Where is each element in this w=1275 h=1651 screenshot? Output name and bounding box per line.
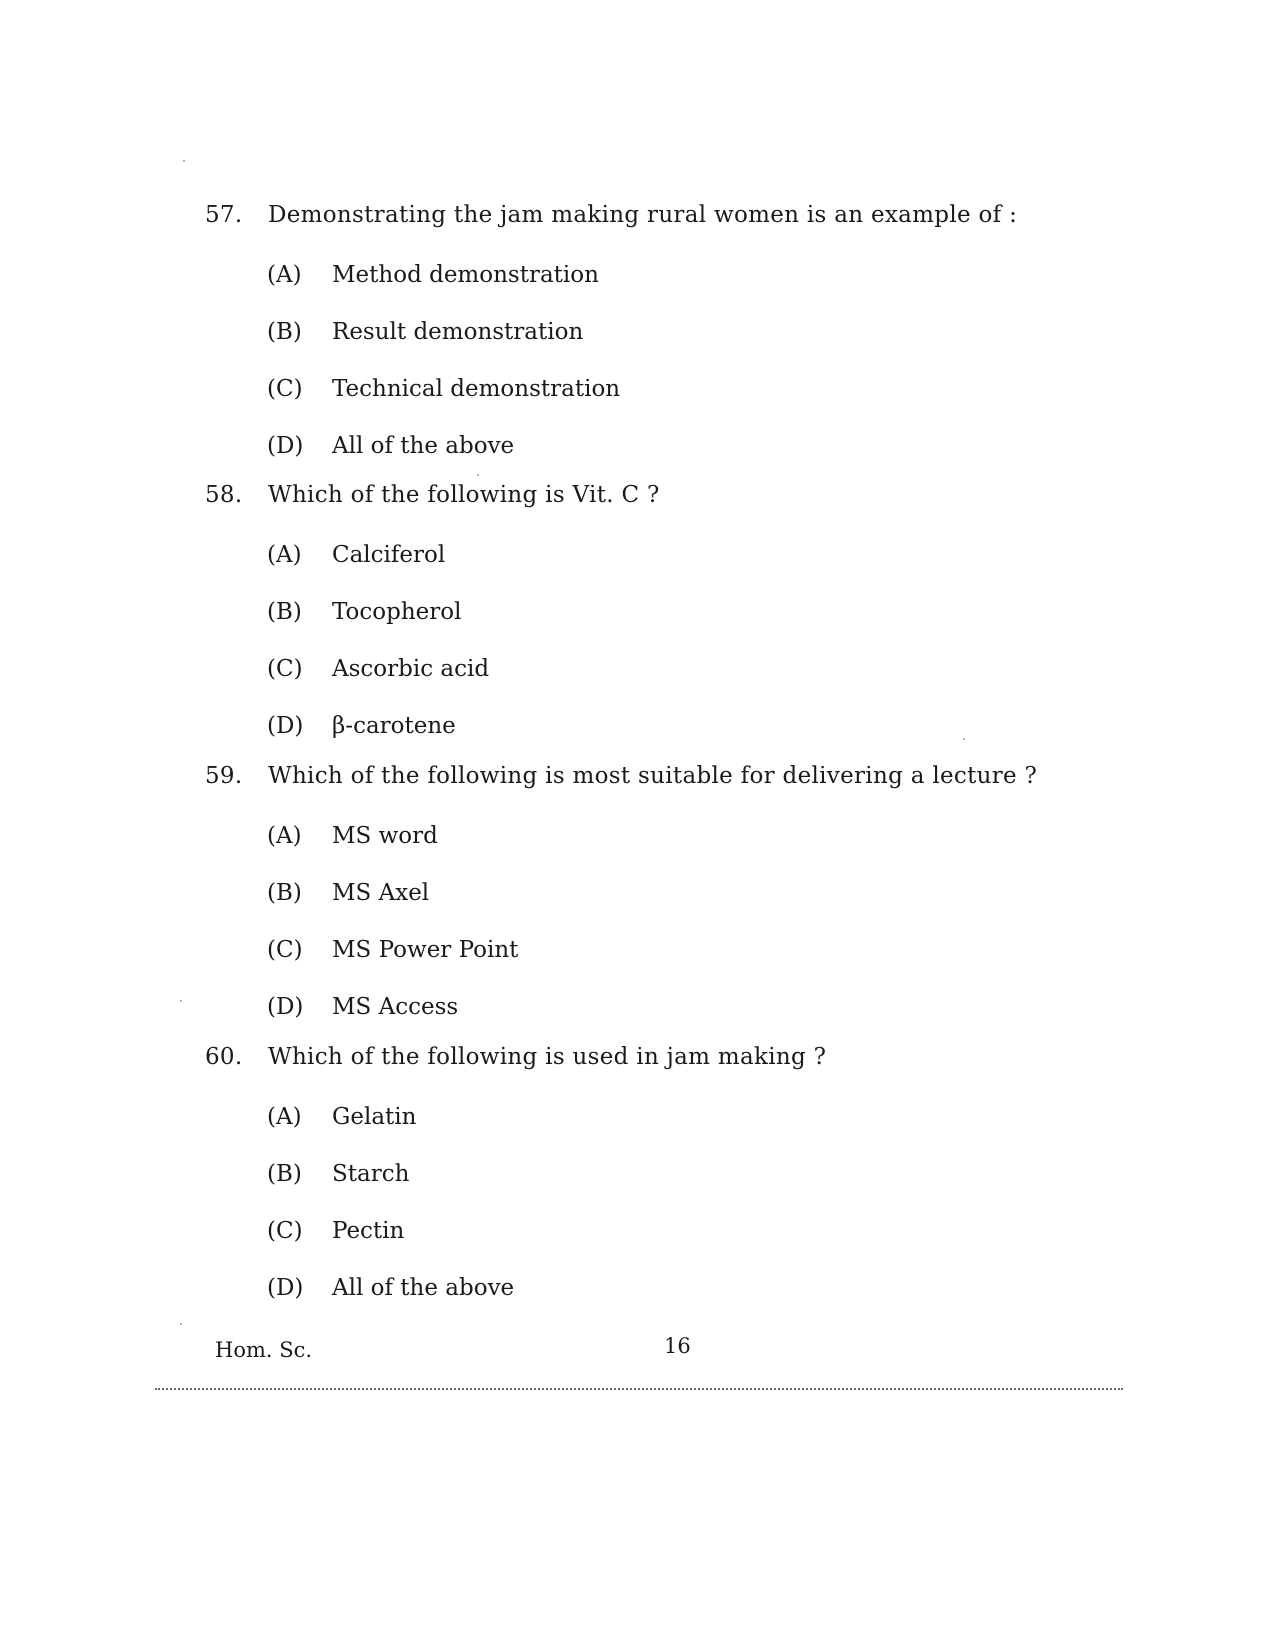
option-a: [205, 527, 1085, 584]
option-text: MS Axel: [332, 880, 430, 906]
question-text: Demonstrating the jam making rural women is an example of :: [268, 202, 1018, 228]
subject-code: Hom. Sc.: [215, 1338, 313, 1362]
option-text: Tocopherol: [332, 599, 462, 625]
question-text: Which of the following is Vit. C ?: [268, 482, 660, 508]
question-number: 58.: [205, 482, 243, 508]
scan-speck: [180, 1323, 182, 1325]
options-list: [205, 527, 1085, 755]
question-header: [205, 475, 1085, 515]
option-c: [205, 641, 1085, 698]
option-label: (B): [267, 599, 302, 625]
option-label: (B): [267, 880, 302, 906]
scan-speck: [183, 160, 185, 162]
option-label: (D): [267, 1275, 304, 1301]
option-a: [205, 1089, 1085, 1146]
question-header: [205, 195, 1085, 235]
question-text: Which of the following is most suitable for delivering a lecture ?: [268, 763, 1038, 789]
question-60: [205, 1037, 1085, 1317]
option-a: [205, 808, 1085, 865]
option-text: Gelatin: [332, 1104, 417, 1130]
question-number: 57.: [205, 202, 243, 228]
question-57: [205, 195, 1085, 475]
option-label: (B): [267, 319, 302, 345]
option-c: [205, 1203, 1085, 1260]
option-b: [205, 584, 1085, 641]
option-label: (D): [267, 713, 304, 739]
question-header: [205, 756, 1085, 796]
option-text: Result demonstration: [332, 319, 584, 345]
options-list: [205, 247, 1085, 475]
question-59: [205, 756, 1085, 1036]
options-list: [205, 808, 1085, 1036]
option-text: MS Power Point: [332, 937, 519, 963]
option-text: β-carotene: [332, 713, 456, 739]
option-text: Calciferol: [332, 542, 446, 568]
option-label: (D): [267, 433, 304, 459]
page-number: 16: [664, 1334, 691, 1358]
option-text: MS Access: [332, 994, 459, 1020]
option-label: (A): [267, 262, 302, 288]
option-c: [205, 361, 1085, 418]
option-text: Ascorbic acid: [332, 656, 490, 682]
option-text: Technical demonstration: [332, 376, 621, 402]
option-label: (C): [267, 937, 303, 963]
option-text: Method demonstration: [332, 262, 599, 288]
option-b: [205, 865, 1085, 922]
page-footer: [0, 1330, 1275, 1370]
question-58: [205, 475, 1085, 755]
option-label: (C): [267, 376, 303, 402]
option-text: Starch: [332, 1161, 410, 1187]
option-d: [205, 418, 1085, 475]
scan-speck: [963, 738, 965, 740]
dotted-divider: [155, 1388, 1123, 1390]
question-number: 60.: [205, 1044, 243, 1070]
option-a: [205, 247, 1085, 304]
option-label: (B): [267, 1161, 302, 1187]
option-d: [205, 979, 1085, 1036]
question-number: 59.: [205, 763, 243, 789]
scan-speck: [477, 474, 479, 476]
option-label: (A): [267, 1104, 302, 1130]
option-d: [205, 698, 1085, 755]
question-header: [205, 1037, 1085, 1077]
option-label: (A): [267, 542, 302, 568]
option-b: [205, 1146, 1085, 1203]
question-text: Which of the following is used in jam making ?: [268, 1044, 827, 1070]
scan-speck: [180, 1000, 182, 1002]
option-text: Pectin: [332, 1218, 405, 1244]
option-text: All of the above: [332, 1275, 515, 1301]
option-label: (C): [267, 1218, 303, 1244]
option-d: [205, 1260, 1085, 1317]
option-label: (D): [267, 994, 304, 1020]
option-label: (A): [267, 823, 302, 849]
options-list: [205, 1089, 1085, 1317]
option-b: [205, 304, 1085, 361]
option-c: [205, 922, 1085, 979]
option-label: (C): [267, 656, 303, 682]
option-text: MS word: [332, 823, 438, 849]
option-text: All of the above: [332, 433, 515, 459]
